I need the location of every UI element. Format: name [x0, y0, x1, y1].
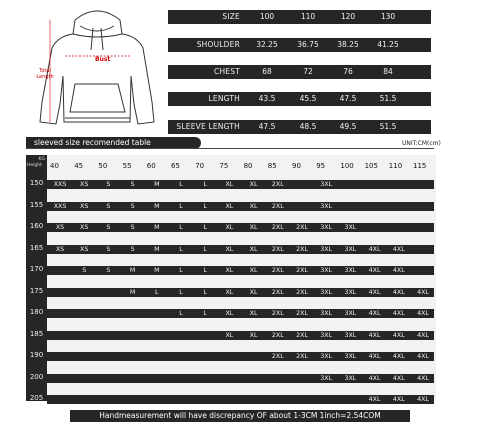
size-cell: 4XL — [368, 331, 381, 339]
height-value: 160 — [29, 222, 44, 230]
height-value: 155 — [29, 200, 44, 209]
size-cell: L — [179, 245, 183, 253]
measure-value: 51.5 — [379, 94, 397, 103]
size-cell: XL — [249, 288, 258, 296]
size-cell: XXS — [53, 202, 67, 210]
size-cell: L — [203, 245, 207, 253]
size-cell: XXS — [53, 181, 67, 188]
size-cell: 4XL — [368, 396, 381, 403]
measure-row-label: CHEST — [214, 67, 240, 76]
size-cell: 2XL — [271, 267, 284, 274]
size-cell: L — [179, 224, 183, 231]
size-cell: 4XL — [417, 396, 429, 403]
measure-row-label: LENGTH — [208, 94, 240, 103]
size-cell: S — [130, 181, 135, 188]
kg-height-header — [26, 157, 47, 169]
size-cell: XS — [80, 224, 89, 231]
size-table-banner: sleeved size recomended table — [26, 137, 201, 149]
size-cell: 4XL — [417, 374, 429, 382]
size-cell: L — [179, 267, 183, 274]
size-cell: 2XL — [296, 288, 308, 296]
size-cell: 2XL — [271, 288, 284, 296]
size-cell: L — [203, 202, 207, 210]
size-cell: XS — [80, 202, 89, 210]
measure-row-label: SLEEVE LENGTH — [176, 122, 240, 131]
size-cell: S — [82, 267, 87, 274]
size-cell: 2XL — [296, 331, 308, 339]
size-cell: L — [203, 288, 207, 296]
size-cell: S — [130, 245, 135, 253]
hoodie-illustration — [30, 6, 165, 128]
measure-value: 120 — [340, 12, 356, 21]
size-cell: 3XL — [320, 353, 333, 360]
size-cell: 3XL — [320, 181, 333, 188]
weight-header: 50 — [98, 162, 108, 170]
weight-header: 95 — [316, 162, 326, 170]
size-cell: 2XL — [296, 353, 308, 360]
size-cell: XS — [80, 245, 89, 253]
size-cell: 3XL — [320, 202, 333, 210]
weight-header: 40 — [50, 162, 59, 170]
size-cell: XL — [249, 224, 258, 231]
size-cell: XL — [249, 202, 258, 210]
weight-header: 75 — [219, 162, 229, 170]
size-cell: 3XL — [344, 288, 357, 296]
size-cell: S — [106, 245, 111, 253]
measure-row — [168, 120, 431, 134]
size-cell: S — [130, 224, 135, 231]
size-cell: 3XL — [320, 245, 333, 253]
divider — [26, 148, 434, 149]
size-cell: M — [154, 267, 160, 274]
size-cell: 4XL — [368, 288, 381, 296]
size-cell: 2XL — [271, 181, 284, 188]
size-cell: L — [179, 288, 183, 296]
bust-label: Bust — [95, 56, 111, 63]
size-cell: 4XL — [417, 353, 429, 360]
size-cell: XS — [55, 224, 65, 231]
size-cell: S — [106, 202, 111, 210]
size-cell: 4XL — [368, 245, 381, 253]
size-cell: XL — [225, 245, 234, 253]
measure-value: 45.5 — [299, 94, 317, 103]
size-cell: 3XL — [320, 310, 333, 317]
measure-value: 38.25 — [337, 40, 359, 49]
height-value: 170 — [29, 265, 44, 273]
measure-row-label: SHOULDER — [196, 40, 240, 49]
size-cell: L — [203, 267, 207, 274]
weight-header: 55 — [122, 162, 132, 170]
weight-header: 65 — [171, 162, 180, 170]
measure-row — [168, 92, 431, 106]
size-cell: XL — [225, 288, 234, 296]
size-cell: 4XL — [368, 310, 381, 317]
size-cell: M — [129, 288, 136, 296]
size-cell: L — [179, 202, 183, 210]
height-value: 205 — [29, 394, 44, 402]
size-cell: 3XL — [320, 374, 333, 382]
measure-value: 43.5 — [258, 94, 276, 103]
size-cell: XL — [225, 202, 234, 210]
size-cell: 4XL — [417, 288, 429, 296]
weight-header: 85 — [267, 162, 277, 170]
size-cell: 2XL — [271, 202, 284, 210]
size-cell: 4XL — [392, 396, 405, 403]
size-cell: 2XL — [271, 224, 284, 231]
size-cell: L — [203, 224, 207, 231]
size-cell: M — [154, 202, 160, 210]
size-cell: 3XL — [344, 374, 357, 382]
measure-value: 48.5 — [299, 122, 317, 131]
measure-value: 68 — [262, 67, 272, 76]
size-cell: 4XL — [392, 288, 405, 296]
size-cell: 3XL — [344, 353, 357, 360]
measure-value: 76 — [343, 67, 353, 76]
size-cell: XL — [225, 331, 234, 339]
size-cell: 4XL — [368, 353, 381, 360]
height-column — [26, 155, 47, 401]
size-cell: 2XL — [296, 245, 308, 253]
measure-value: 49.5 — [339, 122, 357, 131]
size-cell: 4XL — [392, 353, 405, 360]
size-cell: M — [154, 224, 160, 231]
size-cell: XS — [55, 245, 65, 253]
size-cell: L — [179, 181, 183, 188]
size-cell: 4XL — [368, 267, 381, 274]
size-cell: L — [155, 288, 159, 296]
measure-value: 41.25 — [377, 40, 399, 49]
size-cell: 4XL — [392, 331, 405, 339]
measure-row — [168, 65, 431, 79]
height-value: 150 — [29, 179, 44, 187]
height-label: Height — [27, 163, 42, 168]
size-cell: 2XL — [296, 267, 308, 274]
size-cell: L — [203, 181, 207, 188]
measure-row-label: SIZE — [222, 12, 240, 21]
size-cell: M — [129, 267, 136, 274]
size-cell: 4XL — [392, 245, 405, 253]
size-cell: 3XL — [344, 310, 357, 317]
size-cell: 2XL — [296, 224, 308, 231]
size-cell: 4XL — [368, 374, 381, 382]
size-cell: XL — [249, 181, 258, 188]
size-cell: 4XL — [392, 374, 405, 382]
size-cell: 3XL — [344, 224, 357, 231]
size-cell: 3XL — [320, 288, 333, 296]
unit-label: UNIT:CM(cm) — [402, 140, 441, 147]
size-cell: 2XL — [271, 310, 284, 317]
height-value: 180 — [29, 308, 44, 316]
size-cell: XL — [225, 310, 234, 317]
measure-value: 130 — [380, 12, 396, 21]
size-cell: 3XL — [344, 245, 357, 253]
weight-header: 100 — [340, 162, 354, 170]
size-cell: 2XL — [271, 353, 284, 360]
measure-value: 47.5 — [258, 122, 276, 131]
measure-value: 84 — [383, 67, 393, 76]
size-cell: 2XL — [296, 310, 308, 317]
measure-value: 36.75 — [297, 40, 319, 49]
size-cell: L — [179, 310, 183, 317]
size-cell: L — [203, 310, 207, 317]
size-cell: 3XL — [320, 331, 333, 339]
size-cell: XL — [249, 245, 258, 253]
size-cell: XL — [249, 267, 258, 274]
weight-header: 105 — [364, 162, 378, 170]
size-cell: 3XL — [320, 224, 333, 231]
size-cell: XL — [225, 181, 234, 188]
height-value: 185 — [29, 329, 44, 338]
size-chart-panel — [26, 155, 436, 401]
weight-header: 45 — [74, 162, 84, 170]
size-cell: S — [106, 224, 111, 231]
size-cell: 4XL — [417, 310, 429, 317]
measure-value: 72 — [303, 67, 313, 76]
total-length-label: Total Length — [36, 68, 54, 80]
measure-value: 110 — [300, 12, 316, 21]
size-cell: S — [106, 267, 111, 274]
height-value: 200 — [29, 372, 44, 381]
measure-row — [168, 10, 431, 24]
size-cell: 3XL — [344, 267, 357, 274]
kg-label: KG — [38, 157, 45, 162]
weight-header: 90 — [292, 162, 301, 170]
height-value: 165 — [29, 243, 44, 252]
size-cell: S — [130, 202, 135, 210]
size-cell: 2XL — [271, 331, 284, 339]
measure-value: 32.25 — [256, 40, 278, 49]
size-cell: XL — [249, 310, 258, 317]
weight-header: 60 — [146, 162, 156, 170]
size-cell: XL — [225, 224, 234, 231]
size-cell: S — [106, 181, 111, 188]
size-cell: 4XL — [392, 310, 405, 317]
size-cell: XS — [80, 181, 89, 188]
size-cell: XL — [249, 331, 258, 339]
height-value: 175 — [29, 286, 44, 295]
size-cell: 2XL — [271, 245, 284, 253]
weight-header: 110 — [388, 162, 403, 170]
measure-value: 51.5 — [379, 122, 397, 131]
measure-value: 47.5 — [339, 94, 357, 103]
size-cell: 3XL — [320, 267, 333, 274]
size-cell: M — [154, 181, 160, 188]
height-value: 190 — [29, 351, 44, 359]
weight-header: 115 — [413, 162, 427, 170]
weight-header: 80 — [243, 162, 253, 170]
measure-value: 100 — [259, 12, 275, 21]
footer-note: Handmeasurement will have discrepancy OF about 1-3CM 1inch=2.54COM — [70, 410, 410, 422]
measure-row — [168, 38, 431, 52]
size-cell: 4XL — [392, 267, 405, 274]
size-cell: 3XL — [344, 331, 357, 339]
size-cell: 4XL — [417, 331, 429, 339]
size-cell: M — [154, 245, 160, 253]
size-cell: XL — [225, 267, 234, 274]
weight-header: 70 — [195, 162, 205, 170]
